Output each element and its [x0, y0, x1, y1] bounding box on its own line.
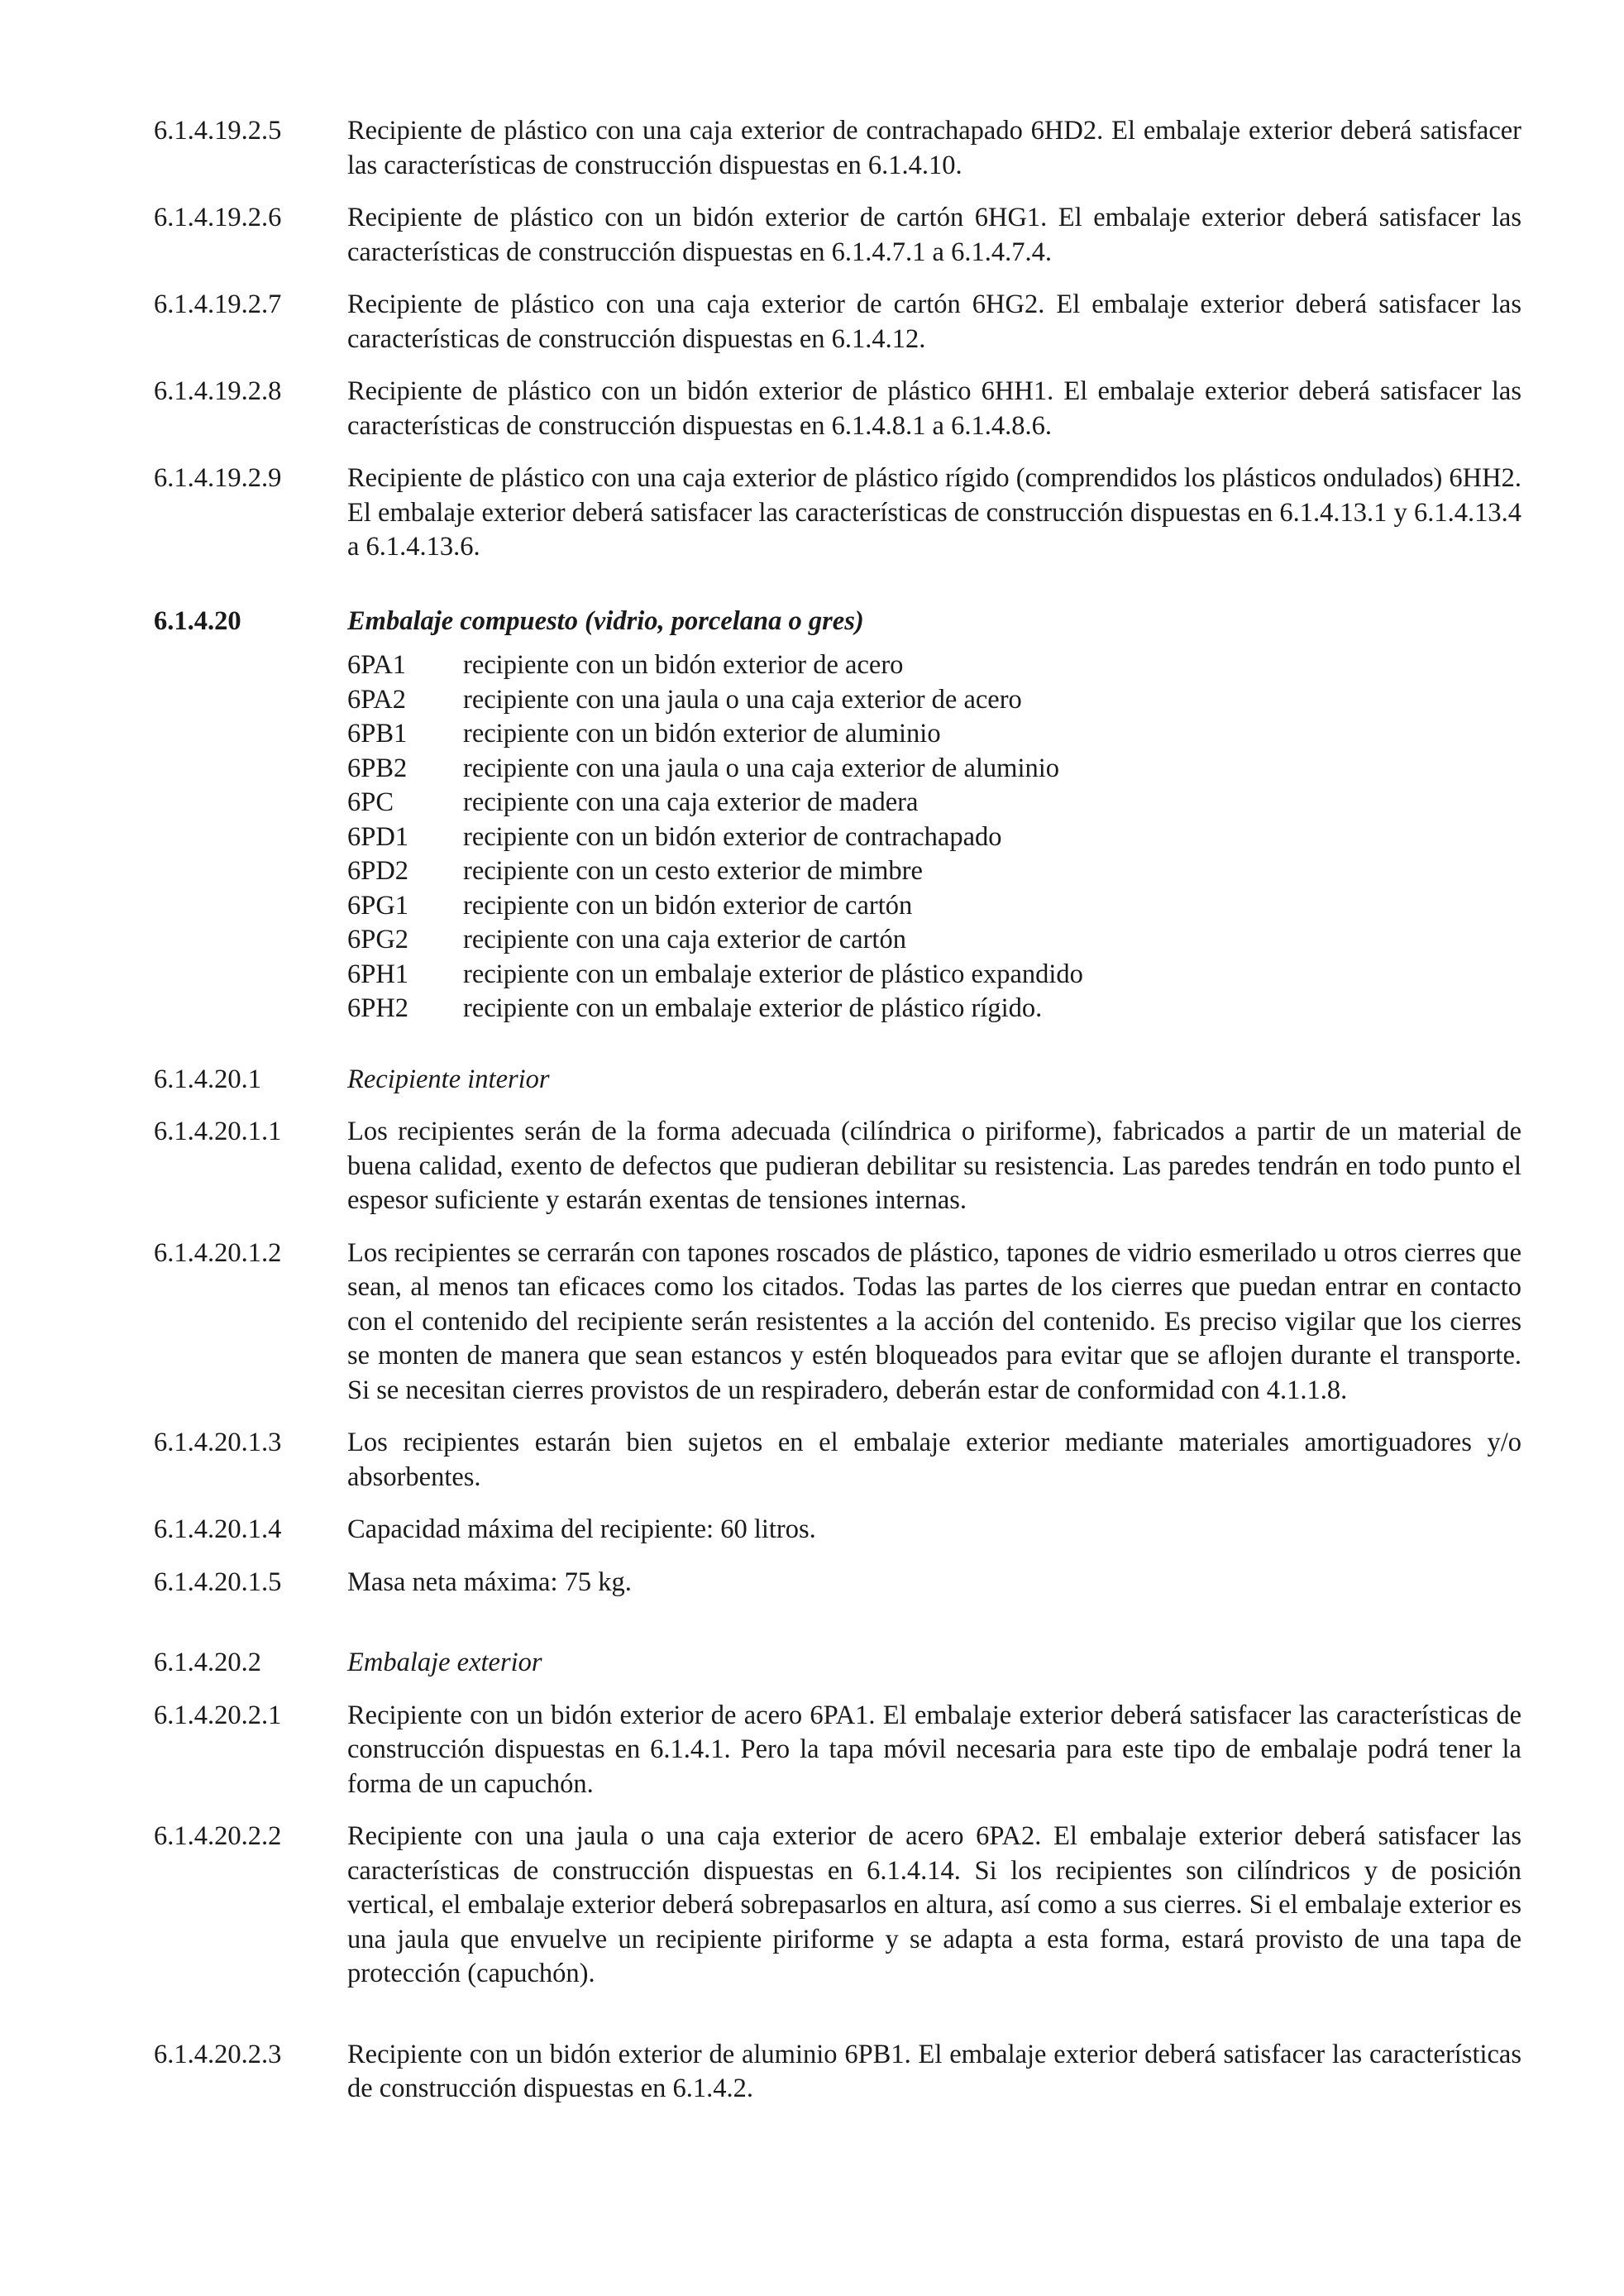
- paragraph-text: Recipiente con una jaula o una caja exterior de acero 6PA2. El embalaje exterior deberá satisfacer las características de construcción dispuestas en 6.1.4.14. Si los recipientes son cilíndricos y de posición vertical, el embalaje exterior deberá sobrepasarlos en altura, así como a sus cierres. Si el embalaje exterior es una jaula que envuelve un recipiente piriforme y se adapta a esta forma, estará provisto de una tapa de protección (capuchón).: [347, 1821, 1521, 1988]
- packaging-code: 6PC: [347, 787, 394, 817]
- paragraph-text: Los recipientes estarán bien sujetos en el embalaje exterior mediante materiales amortiguadores y/o absorbentes.: [347, 1428, 1521, 1492]
- paragraph-number: 6.1.4.20.1.4: [154, 1514, 282, 1544]
- paragraph-number: 6.1.4.20.1.1: [154, 1117, 282, 1146]
- packaging-code: 6PH1: [347, 959, 409, 989]
- paragraph-number: 6.1.4.20.2.3: [154, 2039, 282, 2069]
- document-page: [154, 114, 1521, 2125]
- paragraph-number: 6.1.4.19.2.8: [154, 376, 282, 406]
- packaging-code: 6PG1: [347, 890, 409, 921]
- packaging-code: 6PG2: [347, 925, 409, 954]
- paragraph-number: 6.1.4.20.2.2: [154, 1821, 282, 1851]
- paragraph-6-1-4-19-2-8: [154, 375, 1521, 443]
- paragraph-text: Los recipientes serán de la forma adecuada (cilíndrica o piriforme), fabricados a partir de un material de buena calidad, exento de defectos que pudieran debilitar su resistencia. Las paredes tendrán en todo punto el espesor suficiente y estarán exentas de tensiones internas.: [347, 1117, 1521, 1215]
- paragraph-text: Recipiente de plástico con una caja exterior de cartón 6HG2. El embalaje exterior deberá satisfacer las características de construcción dispuestas en 6.1.4.12.: [347, 289, 1521, 354]
- section-heading-6-1-4-20: [154, 605, 1521, 639]
- paragraph-text: Recipiente de plástico con una caja exterior de contrachapado 6HD2. El embalaje exterior deberá satisfacer las características de construcción dispuestas en 6.1.4.10.: [347, 116, 1521, 180]
- code-list-item: [347, 752, 1521, 787]
- code-list-item: [347, 786, 1521, 820]
- code-list-item: [347, 820, 1521, 855]
- packaging-code: 6PH2: [347, 993, 409, 1023]
- paragraph-6-1-4-20-2-2: [154, 1820, 1521, 1992]
- packaging-description: recipiente con un bidón exterior de acero: [463, 650, 904, 680]
- code-list-item: [347, 683, 1521, 718]
- packaging-description: recipiente con un bidón exterior de contrachapado: [463, 821, 1002, 852]
- paragraph-text: Capacidad máxima del recipiente: 60 litros.: [347, 1514, 816, 1544]
- paragraph-6-1-4-20-1-2: [154, 1236, 1521, 1409]
- packaging-description: recipiente con un cesto exterior de mimbre: [463, 856, 923, 886]
- code-list-item: [347, 854, 1521, 889]
- section-number: 6.1.4.20: [154, 605, 241, 636]
- code-list-item: [347, 923, 1521, 958]
- paragraph-6-1-4-19-2-6: [154, 201, 1521, 270]
- packaging-description: recipiente con una jaula o una caja exterior de aluminio: [463, 753, 1059, 783]
- packaging-description: recipiente con una caja exterior de cartón: [463, 925, 906, 954]
- paragraph-text: Masa neta máxima: 75 kg.: [347, 1567, 632, 1597]
- paragraph-number: 6.1.4.20.1.3: [154, 1428, 282, 1457]
- paragraph-text: Recipiente con un bidón exterior de aluminio 6PB1. El embalaje exterior deberá satisfacer las características de construcción dispuestas en 6.1.4.2.: [347, 2039, 1521, 2103]
- paragraph-6-1-4-19-2-9: [154, 462, 1521, 565]
- packaging-code: 6PB2: [347, 753, 408, 783]
- packaging-description: recipiente con un embalaje exterior de plástico expandido: [463, 959, 1083, 989]
- paragraph-6-1-4-20-2-1: [154, 1699, 1521, 1802]
- code-list-item: [347, 992, 1521, 1026]
- packaging-description: recipiente con una jaula o una caja exterior de acero: [463, 684, 1022, 715]
- packaging-code: 6PD2: [347, 856, 409, 886]
- packaging-code: 6PA1: [347, 650, 407, 680]
- code-list-item: [347, 958, 1521, 993]
- paragraph-6-1-4-19-2-7: [154, 288, 1521, 356]
- paragraph-text: Recipiente de plástico con una caja exterior de plástico rígido (comprendidos los plásticos ondulados) 6HH2. El embalaje exterior deberá satisfacer las características de construcción dispuestas en 6.1.4.13.1 y 6.1.4.13.4 a 6.1.4.13.6.: [347, 463, 1521, 562]
- code-list-item: [347, 889, 1521, 924]
- code-list-item: [347, 717, 1521, 752]
- paragraph-text: Recipiente con un bidón exterior de acero 6PA1. El embalaje exterior deberá satisfacer las características de construcción dispuestas en 6.1.4.1. Pero la tapa móvil necesaria para este tipo de embalaje podrá tener la forma de un capuchón.: [347, 1700, 1521, 1799]
- packaging-description: recipiente con un embalaje exterior de plástico rígido.: [463, 993, 1043, 1023]
- packaging-description: recipiente con una caja exterior de madera: [463, 787, 919, 817]
- paragraph-number: 6.1.4.20.1.2: [154, 1237, 282, 1268]
- packaging-code: 6PA2: [347, 684, 407, 715]
- paragraph-number: 6.1.4.19.2.7: [154, 289, 282, 319]
- subsection-heading-6-1-4-20-1: [154, 1063, 1521, 1098]
- paragraph-number: 6.1.4.19.2.9: [154, 463, 282, 493]
- paragraph-6-1-4-19-2-5: [154, 114, 1521, 183]
- paragraph-text: Los recipientes se cerrarán con tapones roscados de plástico, tapones de vidrio esmerilado u otros cierres que sean, al menos tan eficaces como los citados. Todas las partes de los cierres que puedan entrar en contacto con el contenido del recipiente serán resistentes a la acción del contenido. Es preciso vigilar que los cierres se monten de manera que sean estancos y estén bloqueados para evitar que se aflojen durante el transporte. Si se necesitan cierres provistos de un respiradero, deberán estar de conformidad con 4.1.1.8.: [347, 1237, 1521, 1405]
- paragraph-6-1-4-20-1-1: [154, 1115, 1521, 1218]
- subsection-heading-6-1-4-20-2: [154, 1646, 1521, 1681]
- paragraph-number: 6.1.4.19.2.6: [154, 203, 282, 232]
- packaging-description: recipiente con un bidón exterior de aluminio: [463, 719, 941, 749]
- paragraph-number: 6.1.4.19.2.5: [154, 116, 282, 146]
- paragraph-6-1-4-20-1-5: [154, 1566, 1521, 1600]
- paragraph-number: 6.1.4.20.1.5: [154, 1567, 282, 1597]
- subsection-title: Recipiente interior: [347, 1064, 550, 1094]
- code-list-item: [347, 648, 1521, 683]
- subsection-number: 6.1.4.20.1: [154, 1064, 261, 1094]
- packaging-code: 6PD1: [347, 821, 409, 852]
- paragraph-6-1-4-20-2-3: [154, 2038, 1521, 2107]
- paragraph-6-1-4-20-1-4: [154, 1513, 1521, 1547]
- packaging-code-list: [347, 648, 1521, 1026]
- subsection-number: 6.1.4.20.2: [154, 1648, 261, 1677]
- subsection-title: Embalaje exterior: [347, 1648, 542, 1677]
- packaging-code: 6PB1: [347, 719, 408, 749]
- paragraph-number: 6.1.4.20.2.1: [154, 1700, 282, 1730]
- paragraph-6-1-4-20-1-3: [154, 1426, 1521, 1495]
- packaging-description: recipiente con un bidón exterior de cartón: [463, 890, 913, 921]
- paragraph-text: Recipiente de plástico con un bidón exterior de cartón 6HG1. El embalaje exterior deberá satisfacer las características de construcción dispuestas en 6.1.4.7.1 a 6.1.4.7.4.: [347, 203, 1521, 267]
- section-title: Embalaje compuesto (vidrio, porcelana o gres): [347, 605, 864, 636]
- paragraph-text: Recipiente de plástico con un bidón exterior de plástico 6HH1. El embalaje exterior deberá satisfacer las características de construcción dispuestas en 6.1.4.8.1 a 6.1.4.8.6.: [347, 376, 1521, 441]
